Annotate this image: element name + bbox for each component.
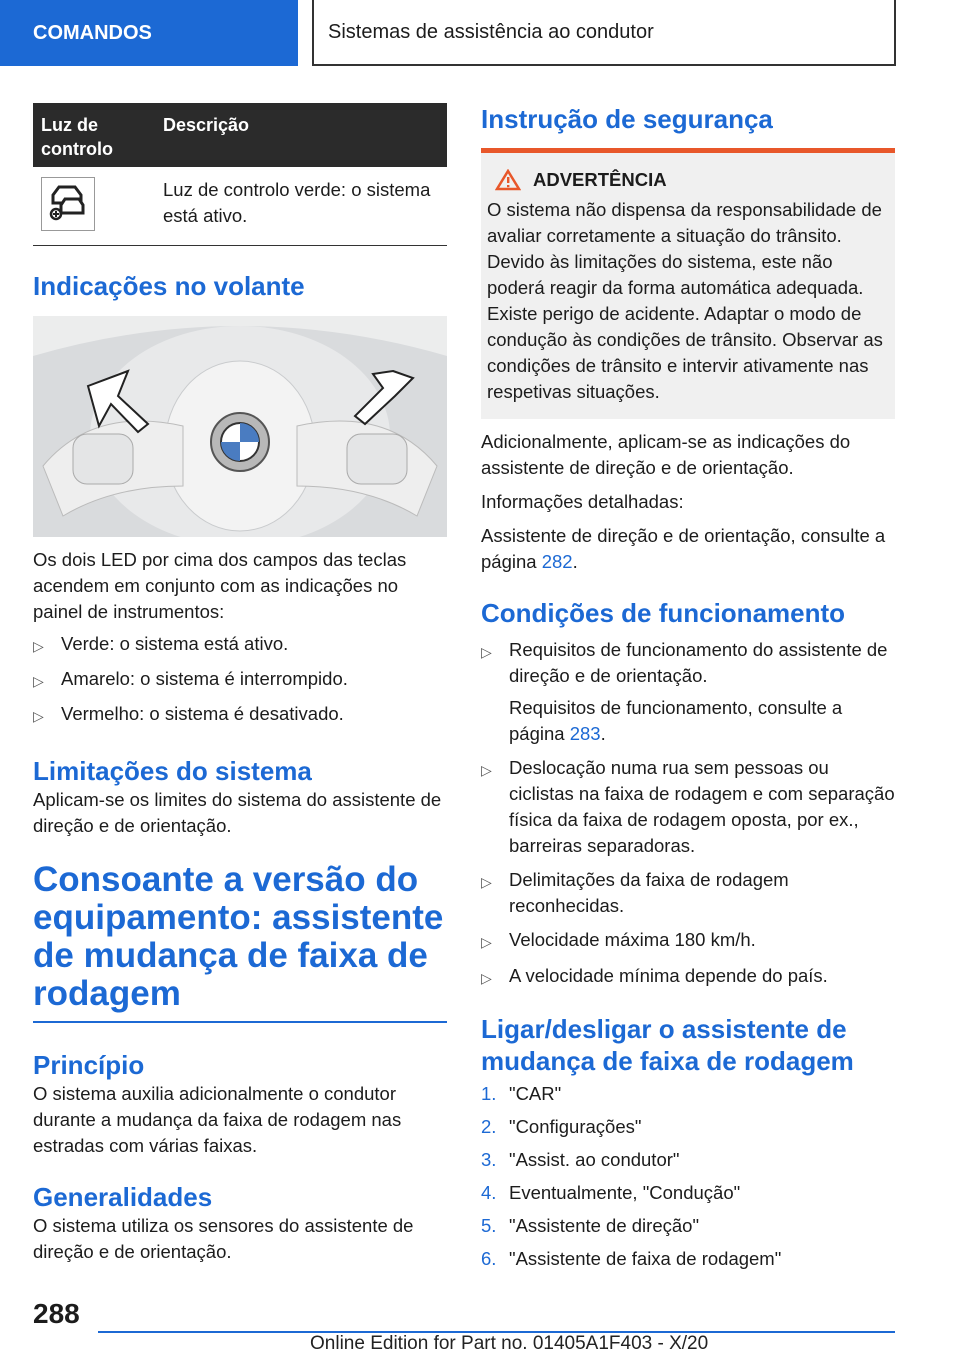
cond-text: Requisitos de funcionamento do assistente de direção e de orientação. xyxy=(509,639,888,686)
bullet-triangle-icon: ▷ xyxy=(33,673,44,689)
lane-assist-car-icon xyxy=(41,177,95,231)
info-paragraph: Informações detalhadas: xyxy=(481,491,684,512)
step-text: "Configurações" xyxy=(509,1116,642,1137)
section-tab: COMANDOS xyxy=(0,0,298,66)
bullet-triangle-icon: ▷ xyxy=(33,708,44,724)
ref-text: Assistente de direção e de orientação, consulte a página xyxy=(481,525,886,572)
list-item xyxy=(481,637,895,747)
bullet-triangle-icon: ▷ xyxy=(481,644,492,660)
page-link-283[interactable]: 283 xyxy=(569,723,601,744)
table-icon-cell xyxy=(33,177,153,231)
step-text: "Assistente de direção" xyxy=(509,1215,700,1236)
footer-edition: Online Edition for Part no. 01405A1F403 - X/20 xyxy=(310,1333,709,1354)
heading-limitacoes: Limitações do sistema xyxy=(33,756,312,786)
list-item xyxy=(33,701,447,729)
list-item xyxy=(481,927,895,955)
warning-box xyxy=(481,153,895,419)
limitacoes-paragraph: Aplicam-se os limites do sistema do assistente de direção e de orientação. xyxy=(33,789,442,836)
step-number: 1. xyxy=(481,1083,497,1104)
list-item xyxy=(481,1114,895,1140)
step-text: "Assistente de faixa de rodagem" xyxy=(509,1248,782,1269)
cond-text: A velocidade mínima depende do país. xyxy=(509,965,828,986)
list-item xyxy=(481,1246,895,1272)
list-item xyxy=(481,867,895,919)
bullet-triangle-icon: ▷ xyxy=(33,638,44,654)
step-number: 2. xyxy=(481,1116,497,1137)
right-column xyxy=(481,103,895,1272)
principio-paragraph: O sistema auxilia adicionalmente o condutor durante a mudança da faixa de rodagem nas estradas com várias faixas. xyxy=(33,1083,402,1156)
heading-principio: Princípio xyxy=(33,1050,145,1080)
left-column xyxy=(33,103,447,1265)
step-text: "CAR" xyxy=(509,1083,562,1104)
ref-paragraph: Assistente de direção e de orientação, consulte a página 282. xyxy=(481,525,886,572)
steering-wheel-illustration xyxy=(33,316,447,537)
warning-text: O sistema não dispensa da responsabilidade de avaliar corretamente a situação do trânsito. Devido às limitações do sistema, este não poderá reagir da forma automática adequada. Existe perigo de acidente. Adaptar o modo de condução às condições de trânsito. Observar as condições de trânsito e intervir ativamente nas respetivas situações. xyxy=(487,199,883,402)
chapter-title: Sistemas de assistência ao condutor xyxy=(312,0,896,66)
bullet-triangle-icon: ▷ xyxy=(481,762,492,778)
list-item xyxy=(481,1081,895,1107)
list-item xyxy=(481,1213,895,1239)
heading-instrucao: Instrução de segurança xyxy=(481,104,773,134)
table-row xyxy=(33,167,447,246)
heading-main: Consoante a versão do equipamento: assistente de mudança de faixa de rodagem xyxy=(33,860,444,1013)
generalidades-paragraph: O sistema utiliza os sensores do assistente de direção e de orientação. xyxy=(33,1215,414,1262)
bullet-triangle-icon: ▷ xyxy=(481,934,492,950)
page-number: 288 xyxy=(33,1298,80,1329)
bullet-triangle-icon: ▷ xyxy=(481,970,492,986)
heading-ligar: Ligar/desligar o assistente de mudança de faixa de rodagem xyxy=(481,1014,854,1076)
table-col-description: Descrição xyxy=(163,115,250,135)
divider xyxy=(33,1021,447,1023)
led-green-text: Verde: o sistema está ativo. xyxy=(61,633,289,654)
table-col-indicator: Luz de controlo xyxy=(41,115,113,159)
warning-triangle-icon xyxy=(495,169,521,191)
step-number: 3. xyxy=(481,1149,497,1170)
list-item xyxy=(33,666,447,694)
list-item xyxy=(481,1180,895,1206)
list-item xyxy=(481,755,895,859)
cond-subtext: Requisitos de funcionamento, consulte a página 283. xyxy=(509,697,843,744)
warning-label: ADVERTÊNCIA xyxy=(533,169,667,190)
cond-text: Velocidade máxima 180 km/h. xyxy=(509,929,756,950)
heading-generalidades: Generalidades xyxy=(33,1182,213,1212)
step-number: 5. xyxy=(481,1215,497,1236)
step-number: 4. xyxy=(481,1182,497,1203)
list-item xyxy=(481,963,895,991)
led-yellow-text: Amarelo: o sistema é interrompido. xyxy=(61,668,348,689)
step-text: Eventualmente, "Condução" xyxy=(509,1182,741,1203)
table-header xyxy=(33,103,447,167)
bullet-triangle-icon: ▷ xyxy=(481,874,492,890)
cond-text: Delimitações da faixa de rodagem reconhecidas. xyxy=(509,869,789,916)
led-red-text: Vermelho: o sistema é desativado. xyxy=(61,703,344,724)
list-item xyxy=(33,631,447,659)
table-description: Luz de controlo verde: o sistema está ativo. xyxy=(163,179,431,226)
list-item xyxy=(481,1147,895,1173)
step-text: "Assist. ao condutor" xyxy=(509,1149,680,1170)
cond-text: Deslocação numa rua sem pessoas ou ciclistas na faixa de rodagem e com separação física da faixa de rodagem oposta, por ex., barreiras separadoras. xyxy=(509,757,895,856)
cond-ref-text: Requisitos de funcionamento, consulte a página xyxy=(509,697,843,744)
adicional-paragraph: Adicionalmente, aplicam-se as indicações do assistente de direção e de orientação. xyxy=(481,431,851,478)
step-number: 6. xyxy=(481,1248,497,1269)
warning-title xyxy=(487,169,887,191)
heading-indicacoes: Indicações no volante xyxy=(33,271,305,301)
led-paragraph: Os dois LED por cima dos campos das teclas acendem em conjunto com as indicações no painel de instrumentos: xyxy=(33,549,407,622)
heading-condicoes: Condições de funcionamento xyxy=(481,598,846,628)
page-link-282[interactable]: 282 xyxy=(541,551,573,572)
